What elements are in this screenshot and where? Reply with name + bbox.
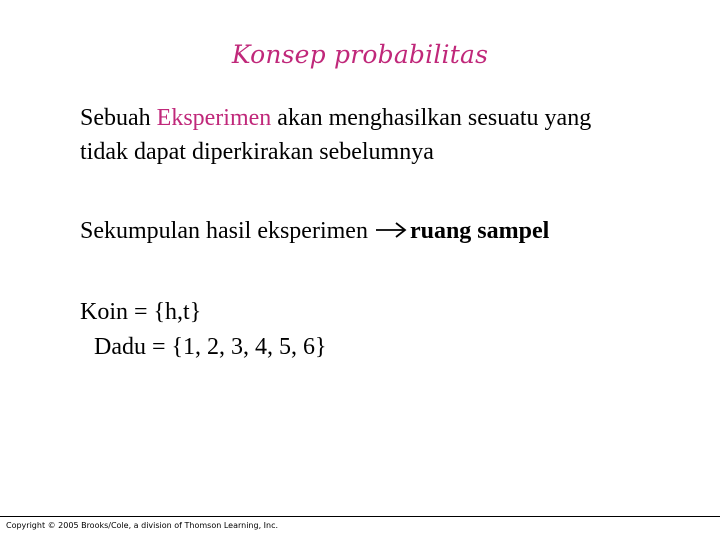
sample-space-prefix: Sekumpulan hasil eksperimen [80,218,374,244]
right-arrow-icon [374,220,410,240]
slide-title: Konsep probabilitas [231,40,489,69]
definition-suffix: akan menghasilkan sesuatu yang [271,105,592,131]
footer-divider [0,516,720,517]
sample-space-definition [80,214,549,248]
dadu-set: Dadu = {1, 2, 3, 4, 5, 6} [94,334,327,360]
eksperimen-highlight: Eksperimen [156,105,272,131]
definition-prefix: Sebuah [80,105,157,131]
copyright-footer: Copyright © 2005 Brooks/Cole, a division of Thomson Learning, Inc. [6,521,279,530]
ruang-sampel-term: ruang sampel [409,218,550,244]
experiment-definition [80,101,591,169]
koin-set: Koin = {h,t} [80,299,202,325]
definition-line-2: tidak dapat diperkirakan sebelumnya [80,139,434,165]
